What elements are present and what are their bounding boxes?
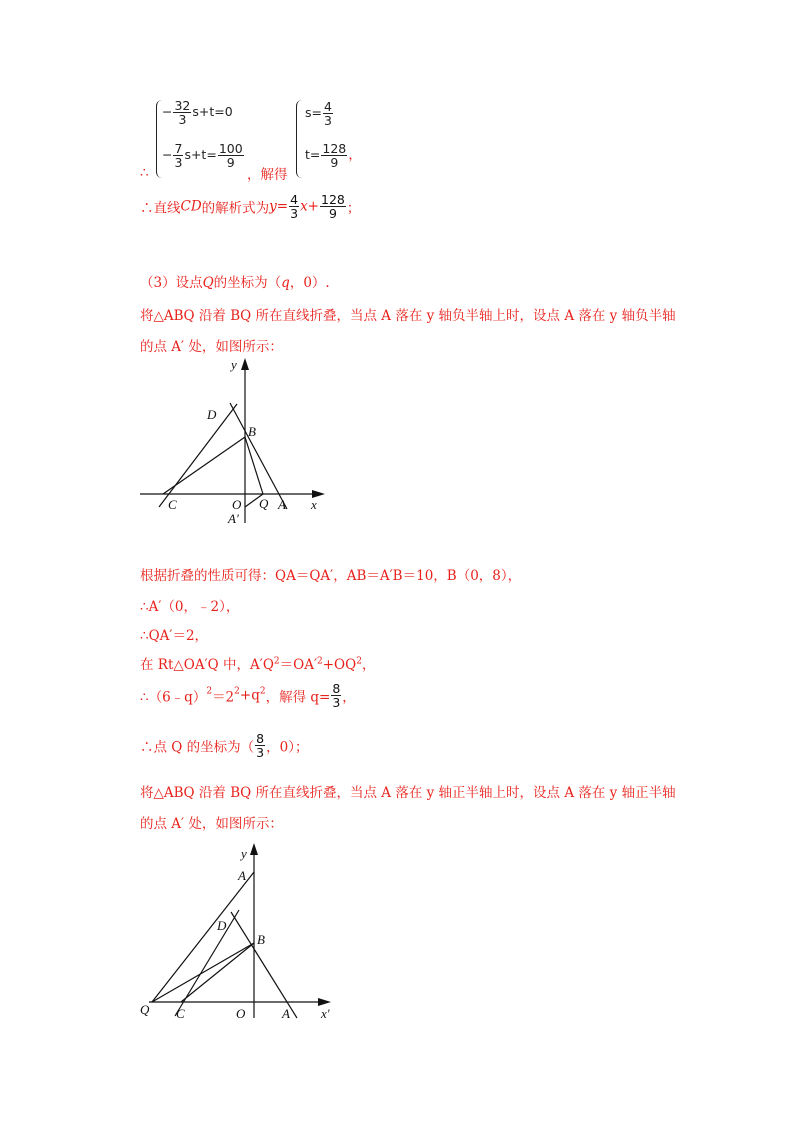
label-a-prime: A′ (228, 511, 239, 526)
fold2-line1: 将△ABQ 沿着 BQ 所在直线折叠，当点 A 落在 y 轴正半轴上时，设点 A 落在 y 轴正半轴 (140, 785, 676, 801)
pythagoras-line: 在 Rt△OA′Q 中，$A'Q^2=OA'^2+OQ^2$， (140, 656, 376, 673)
equation-2: − $\frac{7}{3}$ s+t= $\frac{100}{9}$ (162, 141, 243, 171)
fold-property-line: 根据折叠的性质可得：QA＝QA′，AB＝A′B＝10，B（0，8）， (140, 568, 522, 584)
solution-s: s= $\frac{4}{3}$ (305, 99, 332, 129)
label-d: D (207, 407, 217, 422)
label-d: D (217, 918, 227, 933)
part3-intro: （3）设点Q的坐标为（q，0）. (140, 275, 330, 291)
x-arrow (318, 998, 331, 1006)
solve-text: ，解得 (247, 167, 288, 183)
label-y: y (241, 846, 247, 861)
segment-bq (245, 437, 263, 494)
solution-t: t= $\frac{128}{9}$ ， (305, 141, 362, 171)
label-c: C (168, 497, 177, 512)
label-q: Q (259, 496, 269, 511)
label-o: O (232, 497, 242, 512)
fold1-line2: 的点 A′ 处，如图所示： (140, 339, 283, 355)
fold2-line2: 的点 A′ 处，如图所示： (140, 816, 283, 832)
figure-fold-negative-y (135, 355, 335, 530)
q-coord-line: ∴点 Q 的坐标为（ $\frac{8}{3}$ ，0）； (140, 731, 309, 761)
line-cd-expression: ∴直线CD的解析式为y= $\frac{4}{3}$ x+ $\frac{128}{9}$ ； (140, 192, 361, 222)
y-arrow (250, 843, 258, 855)
label-c: C (176, 1006, 185, 1021)
segment-bc (163, 437, 245, 494)
label-a-prime: A (238, 868, 246, 883)
right-brace (296, 100, 305, 178)
y-arrow (241, 358, 249, 370)
fold1-line1: 将△ABQ 沿着 BQ 所在直线折叠，当点 A 落在 y 轴负半轴上时，设点 A 落在 y 轴负半轴 (140, 308, 676, 324)
label-a: A (278, 497, 286, 512)
label-a: A (282, 1006, 290, 1021)
figure-fold-positive-y (135, 840, 355, 1030)
label-y: y (231, 357, 237, 372)
line-ab (230, 403, 287, 509)
segment-qb (152, 943, 254, 1002)
label-q: Q (140, 1002, 150, 1017)
label-b: B (248, 424, 256, 439)
qa-prime-line: ∴QA′＝2， (140, 628, 209, 644)
a-prime-coord-line: ∴A′（0，﹣2）， (140, 599, 240, 615)
label-b: B (257, 932, 265, 947)
label-x: x (311, 497, 317, 512)
therefore-symbol: ∴ (140, 165, 149, 181)
solve-q-line: $\therefore(6﹣q)^2=2^2+q^2$，解得 q= $\frac{8}{3}$ ， (140, 681, 356, 711)
segment-qa-prime (152, 872, 254, 1002)
equation-1: − $\frac{32}{3}$ s+t=0 (162, 98, 233, 128)
label-o: O (236, 1006, 246, 1021)
line-cd (159, 404, 237, 507)
label-x: x′ (321, 1006, 330, 1021)
